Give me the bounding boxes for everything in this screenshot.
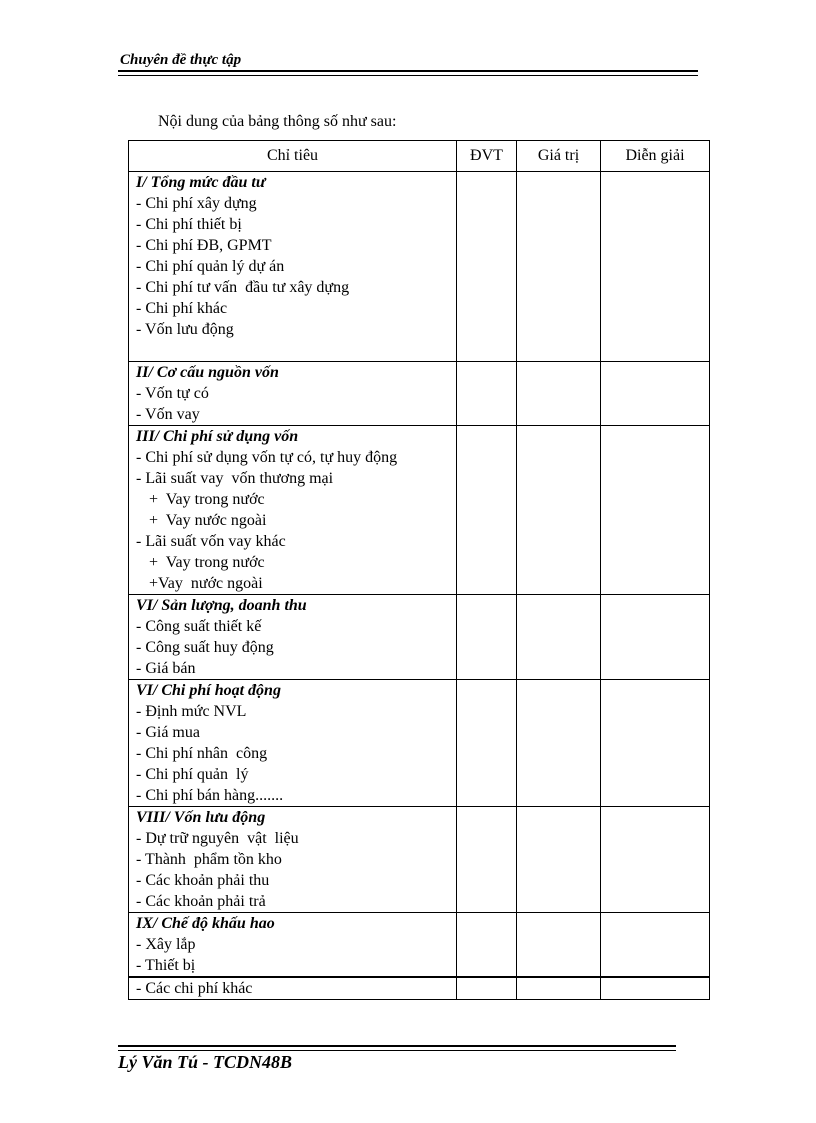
explanation-cell <box>601 172 710 362</box>
value-cell <box>517 426 601 595</box>
criteria-cell <box>129 595 457 680</box>
value-cell <box>517 807 601 913</box>
list-item: - Vốn lưu động <box>136 321 234 338</box>
explanation-cell <box>601 977 710 1000</box>
table-row <box>129 362 710 426</box>
section-title: IX/ Chế độ khấu hao <box>136 915 275 932</box>
list-item: +Vay nước ngoài <box>149 575 263 592</box>
section-title: III/ Chi phí sử dụng vốn <box>136 428 299 445</box>
list-item: - Giá bán <box>136 660 196 677</box>
list-item: + Vay trong nước <box>149 554 265 571</box>
table-row <box>129 977 710 1000</box>
value-cell <box>517 977 601 1000</box>
list-item: - Chi phí sử dụng vốn tự có, tự huy động <box>136 449 398 466</box>
column-header-unit: ĐVT <box>457 141 517 172</box>
value-cell <box>517 913 601 978</box>
table-row <box>129 680 710 807</box>
list-item: - Chi phí thiết bị <box>136 216 242 233</box>
list-item: - Giá mua <box>136 724 200 741</box>
criteria-cell <box>129 362 457 426</box>
value-cell <box>517 595 601 680</box>
intro-text: Nội dung của bảng thông số như sau: <box>158 113 397 130</box>
explanation-cell <box>601 595 710 680</box>
table-header-row <box>129 141 710 172</box>
table-row <box>129 172 710 362</box>
list-item: - Xây lắp <box>136 936 196 953</box>
value-cell <box>517 362 601 426</box>
list-item: + Vay nước ngoài <box>149 512 267 529</box>
explanation-cell <box>601 807 710 913</box>
explanation-cell <box>601 362 710 426</box>
criteria-cell <box>129 426 457 595</box>
footer-rule <box>118 1045 676 1051</box>
list-item: - Công suất huy động <box>136 639 274 656</box>
header-rule <box>118 70 698 76</box>
table-row <box>129 913 710 978</box>
list-item: - Thiết bị <box>136 957 196 974</box>
list-item: - Chi phí quản lý dự án <box>136 258 285 275</box>
unit-cell <box>457 595 517 680</box>
unit-cell <box>457 977 517 1000</box>
unit-cell <box>457 680 517 807</box>
list-item: - Dự trữ nguyên vật liệu <box>136 830 299 847</box>
section-title: VI/ Sản lượng, doanh thu <box>136 597 307 614</box>
explanation-cell <box>601 680 710 807</box>
column-header-criteria: Chỉ tiêu <box>129 141 457 172</box>
unit-cell <box>457 362 517 426</box>
list-item: - Chi phí bán hàng....... <box>136 787 284 804</box>
footer-author: Lý Văn Tú - TCDN48B <box>118 1052 293 1072</box>
criteria-cell <box>129 807 457 913</box>
unit-cell <box>457 913 517 978</box>
explanation-cell <box>601 426 710 595</box>
list-item: - Vốn tự có <box>136 385 209 402</box>
list-item: - Vốn vay <box>136 406 200 423</box>
column-header-explanation: Diễn giải <box>601 141 710 172</box>
criteria-cell <box>129 913 457 978</box>
list-item: - Chi phí tư vấn đầu tư xây dựng <box>136 279 350 296</box>
section-title: I/ Tổng mức đầu tư <box>136 174 266 191</box>
running-header-title: Chuyên đề thực tập <box>120 52 242 68</box>
list-item: - Chi phí ĐB, GPMT <box>136 237 272 254</box>
explanation-cell <box>601 913 710 978</box>
list-item: - Chi phí khác <box>136 300 228 317</box>
unit-cell <box>457 807 517 913</box>
list-item: - Chi phí quản lý <box>136 766 249 783</box>
parameter-table <box>128 140 710 1000</box>
unit-cell <box>457 426 517 595</box>
list-item: - Các chi phí khác <box>136 980 253 997</box>
value-cell <box>517 680 601 807</box>
table-row <box>129 595 710 680</box>
list-item: - Các khoản phải trả <box>136 893 266 910</box>
list-item: - Thành phẩm tồn kho <box>136 851 282 868</box>
list-item: - Các khoản phải thu <box>136 872 270 889</box>
value-cell <box>517 172 601 362</box>
section-title: VI/ Chi phí hoạt động <box>136 682 281 699</box>
section-title: VIII/ Vốn lưu động <box>136 809 266 826</box>
list-item: - Chi phí nhân công <box>136 745 268 762</box>
list-item: - Lãi suất vốn vay khác <box>136 533 286 550</box>
criteria-cell <box>129 680 457 807</box>
list-item: - Công suất thiết kế <box>136 618 262 635</box>
unit-cell <box>457 172 517 362</box>
criteria-cell <box>129 172 457 362</box>
list-item: - Chi phí xây dựng <box>136 195 257 212</box>
list-item: + Vay trong nước <box>149 491 265 508</box>
criteria-cell <box>129 977 457 1000</box>
list-item: - Lãi suất vay vốn thương mại <box>136 470 334 487</box>
list-item: - Định mức NVL <box>136 703 247 720</box>
column-header-value: Giá trị <box>517 141 601 172</box>
section-title: II/ Cơ cấu nguồn vốn <box>136 364 279 381</box>
table-row <box>129 807 710 913</box>
table-row <box>129 426 710 595</box>
